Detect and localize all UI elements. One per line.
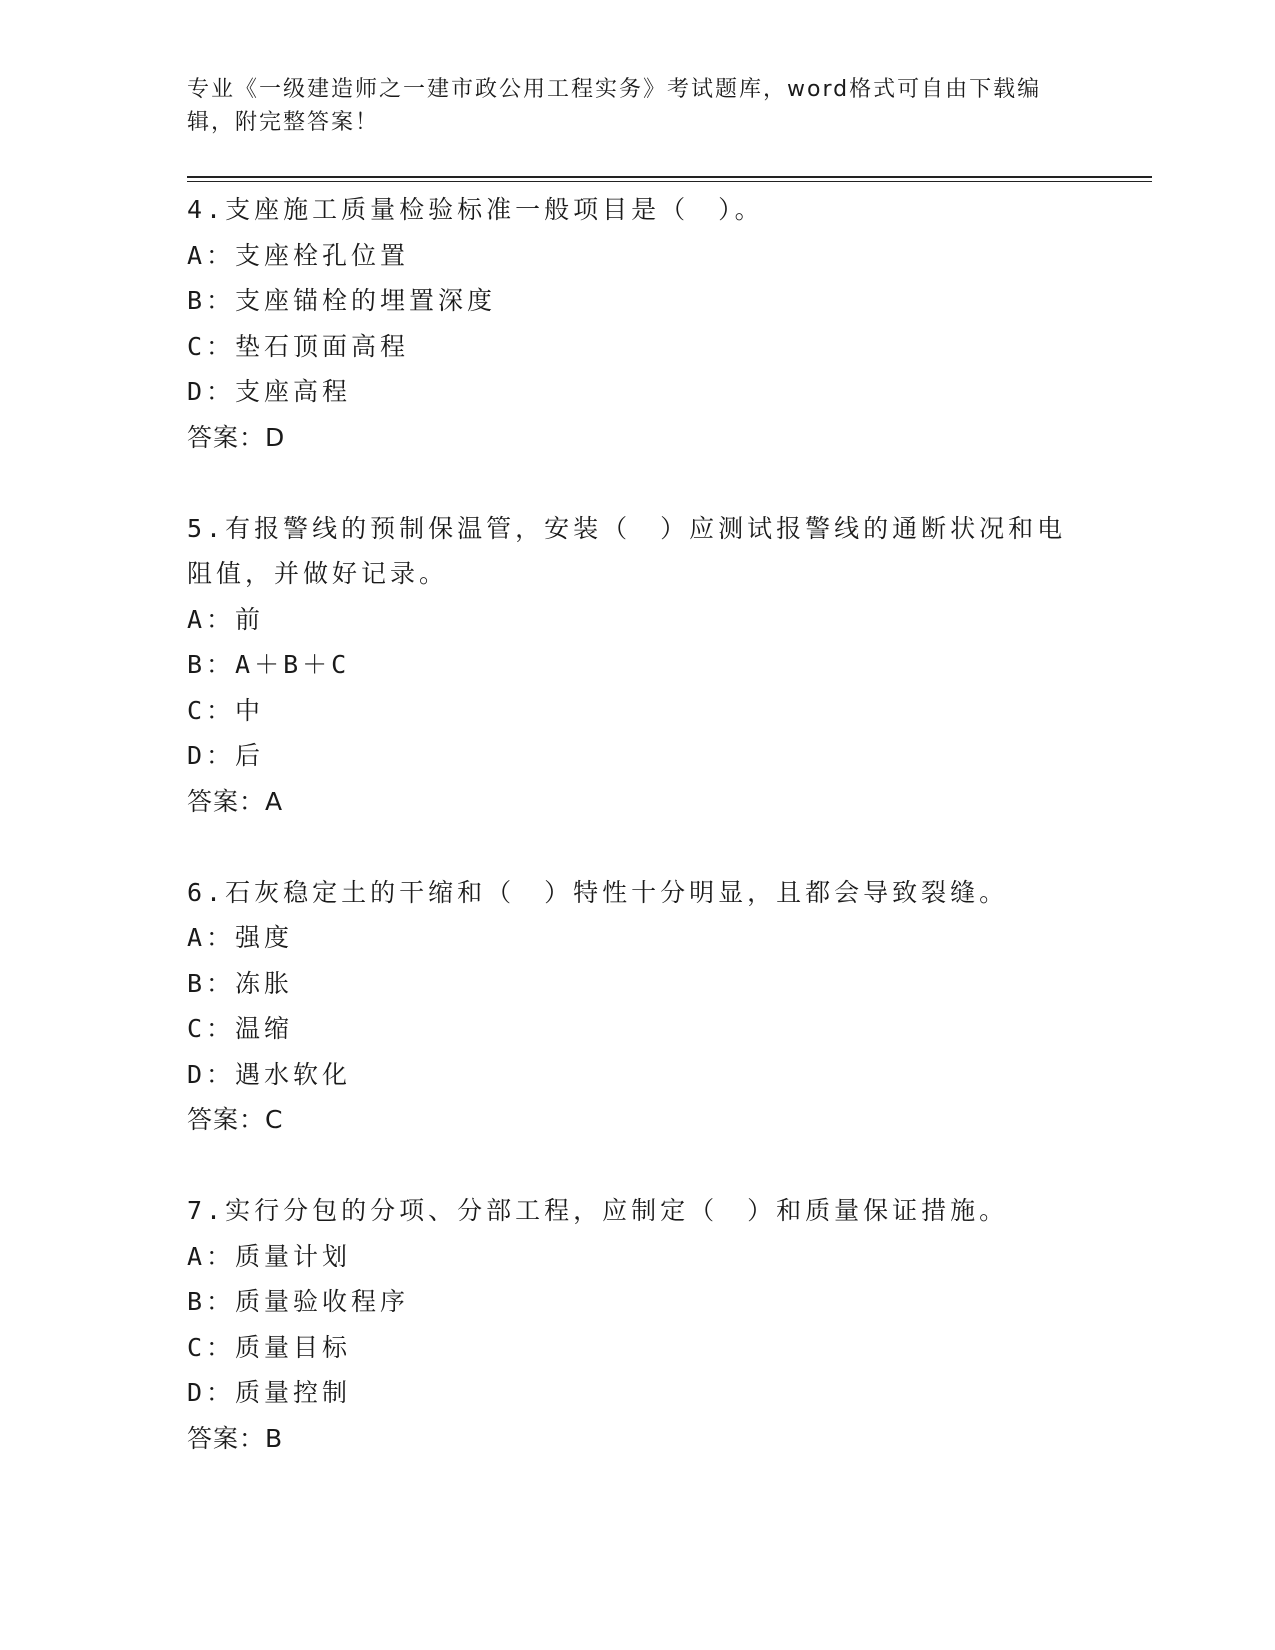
option-b: B：冻胀: [187, 968, 294, 998]
question-answer: 答案：D: [187, 422, 286, 452]
question-item: [187, 870, 1067, 1143]
question-item: [187, 506, 1067, 825]
question-stem: 5.有报警线的预制保温管，安装（ ）应测试报警线的通断状况和电阻值，并做好记录。: [187, 513, 1067, 588]
header-divider-thin: [187, 181, 1152, 182]
question-spacer: [187, 460, 1067, 506]
header-divider-thick: [187, 176, 1152, 178]
question-item: [187, 187, 1067, 460]
question-answer: 答案：A: [187, 786, 284, 816]
question-answer: 答案：B: [187, 1423, 284, 1453]
option-a: A：强度: [187, 923, 294, 952]
question-stem: 7.实行分包的分项、分部工程，应制定（ ）和质量保证措施。: [187, 1196, 1009, 1225]
question-spacer: [187, 1143, 1067, 1189]
question-spacer: [187, 824, 1067, 870]
option-d: D：后: [187, 741, 265, 770]
option-a: A：支座栓孔位置: [187, 240, 410, 270]
option-d: D：支座高程: [187, 377, 352, 406]
option-c: C：垫石顶面高程: [187, 331, 410, 361]
option-d: D：遇水软化: [187, 1059, 352, 1089]
option-b: B：A＋B＋C: [187, 650, 351, 679]
option-b: B：质量验收程序: [187, 1287, 410, 1316]
option-c: C：质量目标: [187, 1332, 352, 1362]
option-c: C：温缩: [187, 1014, 294, 1043]
question-list: [187, 187, 1067, 1461]
question-stem: 4.支座施工质量检验标准一般项目是（ ）。: [187, 195, 764, 224]
document-header-intro: 专业《一级建造师之一建市政公用工程实务》考试题库，word格式可自由下载编辑，附完整答案！: [187, 77, 1042, 135]
option-d: D：质量控制: [187, 1378, 352, 1407]
question-answer: 答案：C: [187, 1105, 284, 1134]
option-a: A：质量计划: [187, 1241, 352, 1271]
question-stem: 6.石灰稳定土的干缩和（ ）特性十分明显，且都会导致裂缝。: [187, 877, 1009, 907]
option-c: C：中: [187, 695, 265, 725]
option-a: A：前: [187, 604, 265, 634]
question-item: [187, 1188, 1067, 1461]
option-b: B：支座锚栓的埋置深度: [187, 286, 497, 315]
